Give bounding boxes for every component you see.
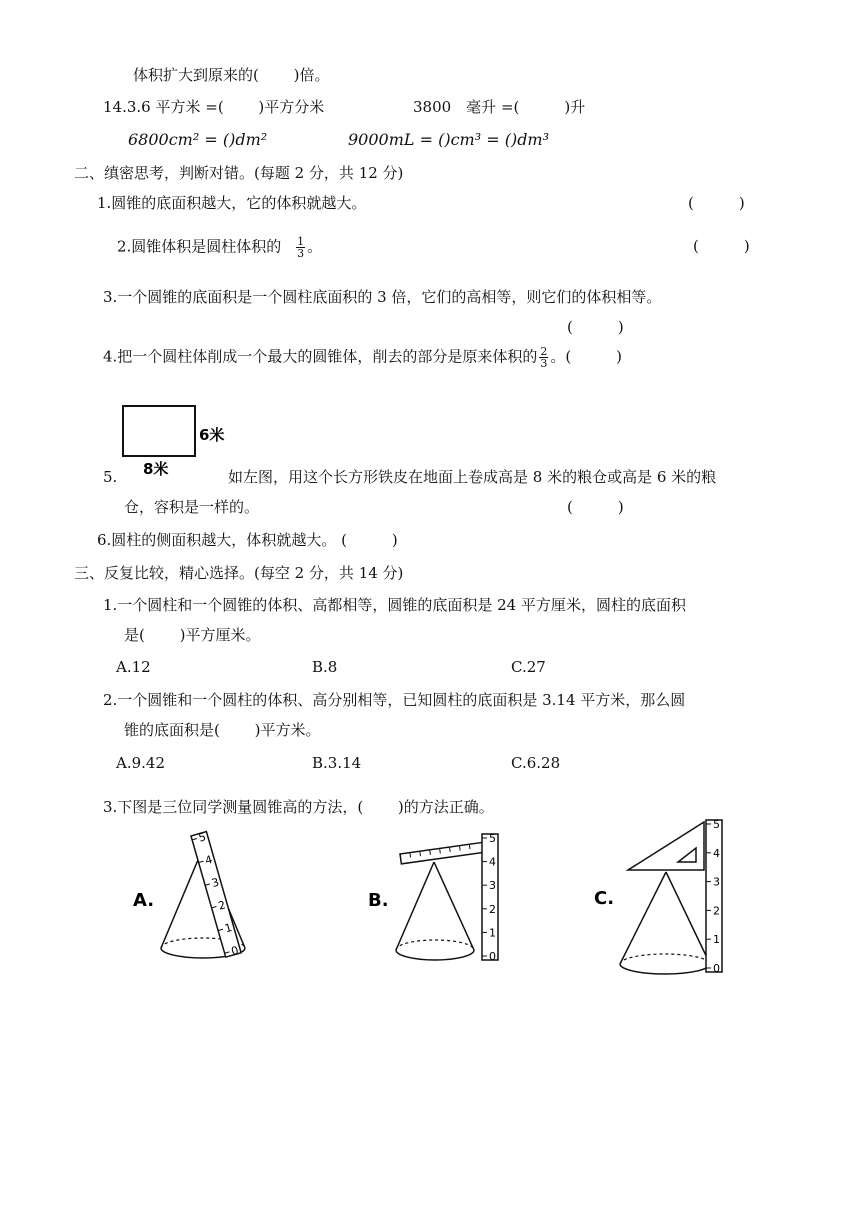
judge-q1-answer-paren[interactable]: ( ) <box>688 194 745 212</box>
choice-q1-option-c[interactable]: C.27 <box>511 658 546 676</box>
choice-q1-line1: 1.一个圆柱和一个圆锥的体积、高都相等，圆锥的底面积是 24 平方厘米，圆柱的底面积 <box>103 596 686 614</box>
ruler-tick-label: 3 <box>713 875 720 889</box>
ruler-tick-label: 4 <box>489 855 496 869</box>
choice-q2-line1: 2.一个圆锥和一个圆柱的体积、高分别相等，已知圆柱的底面积是 3.14 平方米，那么圆 <box>103 691 686 709</box>
cone-base-back <box>396 940 474 950</box>
ruler-horizontal <box>400 842 485 864</box>
ruler-tick-label: 0 <box>489 950 496 963</box>
judge-q2-text: 2.圆锥体积是圆柱体积的 <box>117 237 282 256</box>
choice-q2-option-a[interactable]: A.9.42 <box>116 754 165 772</box>
judge-q5-answer-paren[interactable]: ( ) <box>567 498 624 516</box>
choice-q2-line2: 锥的底面积是( )平方米。 <box>124 721 321 739</box>
fraction-numerator: 2 <box>540 345 548 358</box>
ruler-tick-label: 5 <box>489 832 496 845</box>
choice-q1-line2: 是( )平方厘米。 <box>124 626 261 644</box>
figure-b-label: B. <box>368 890 389 911</box>
ruler-tick-label: 2 <box>216 898 228 913</box>
fraction-one-third <box>296 236 305 259</box>
fraction-numerator: 1 <box>297 235 305 248</box>
judge-q2-answer-paren[interactable]: ( ) <box>693 237 750 255</box>
cone-base-front <box>396 950 474 960</box>
q14-part-c: 6800cm² = ()dm² <box>128 130 268 149</box>
choice-q1-option-a[interactable]: A.12 <box>116 658 151 676</box>
judge-q6: 6.圆柱的侧面积越大，体积就越大。 ( ) <box>97 531 398 549</box>
cone-measure-figure-a <box>125 828 285 978</box>
judge-q4 <box>103 346 622 369</box>
ruler-tick-label: 2 <box>713 904 720 918</box>
judge-q4-text: 4.把一个圆柱体削成一个最大的圆锥体，削去的部分是原来体积的 <box>103 347 538 366</box>
figure-c-label: C. <box>594 888 615 909</box>
fraction-two-thirds <box>539 346 548 369</box>
choice-q1-option-b[interactable]: B.8 <box>312 658 338 676</box>
set-square <box>628 822 704 870</box>
ruler-tick-label: 3 <box>210 875 221 891</box>
ruler-tick-label: 4 <box>713 846 720 860</box>
cone-sides <box>620 872 710 964</box>
ruler-vertical <box>482 832 498 963</box>
rect-height-label: 6米 <box>199 426 225 444</box>
cone-measure-figure-c <box>592 816 732 978</box>
rect-width-label: 8米 <box>143 460 169 478</box>
choice-q2-option-c[interactable]: C.6.28 <box>511 754 561 772</box>
fraction-denominator: 3 <box>297 247 305 260</box>
judge-q3-answer-paren[interactable]: ( ) <box>567 318 624 336</box>
ruler-tick-label: 1 <box>489 926 496 940</box>
choice-q2-option-b[interactable]: B.3.14 <box>312 754 362 772</box>
ruler-vertical <box>706 818 722 975</box>
ruler-tick-label: 1 <box>713 933 720 947</box>
judge-q5-line1: 如左图，用这个长方形铁皮在地面上卷成高是 8 米的粮仓或高是 6 米的粮 <box>228 468 717 486</box>
section-2-title: 二、缜密思考，判断对错。(每题 2 分，共 12 分) <box>74 164 404 182</box>
ruler-tick-label: 4 <box>203 852 214 868</box>
ruler-tick-label: 5 <box>197 830 208 845</box>
rectangle-shape <box>123 406 195 456</box>
continued-question-text: 体积扩大到原来的( )倍。 <box>133 66 330 84</box>
ruler-tick-label: 0 <box>713 962 720 975</box>
fraction-denominator: 3 <box>540 357 548 370</box>
section-3-title: 三、反复比较，精心选择。(每空 2 分，共 14 分) <box>74 564 404 582</box>
figure-a-label: A. <box>133 890 155 911</box>
ruler-tilted <box>190 830 241 960</box>
cone-base-front <box>620 964 710 974</box>
ruler-tick-label: 5 <box>713 818 720 831</box>
ruler-tick-label: 3 <box>489 879 496 893</box>
q14-part-a: 14.3.6 平方米 =( )平方分米 <box>103 98 325 116</box>
judge-q5-number: 5. <box>103 468 118 486</box>
ruler-tick-label: 2 <box>489 902 496 916</box>
judge-q2 <box>117 236 322 259</box>
rectangle-sheet-figure <box>115 398 235 478</box>
judge-q1: 1.圆锥的底面积越大，它的体积就越大。 <box>97 194 367 212</box>
judge-q5-line2: 仓，容积是一样的。 <box>124 498 260 516</box>
choice-q3: 3.下图是三位同学测量圆锥高的方法，( )的方法正确。 <box>103 798 494 816</box>
q14-part-d: 9000mL = ()cm³ = ()dm³ <box>348 130 550 149</box>
cone-sides <box>396 862 474 950</box>
cone-measure-figure-b <box>362 828 522 978</box>
judge-q2-end: 。 <box>307 237 323 256</box>
cone-base-back <box>620 954 710 964</box>
ruler-tick-label: 1 <box>223 920 234 936</box>
q14-part-b: 3800 毫升 =( )升 <box>413 98 586 116</box>
ruler-tick-label: 0 <box>229 943 241 959</box>
judge-q4-end: 。( ) <box>550 347 623 366</box>
judge-q3: 3.一个圆锥的底面积是一个圆柱底面积的 3 倍，它们的高相等，则它们的体积相等。 <box>103 288 662 306</box>
